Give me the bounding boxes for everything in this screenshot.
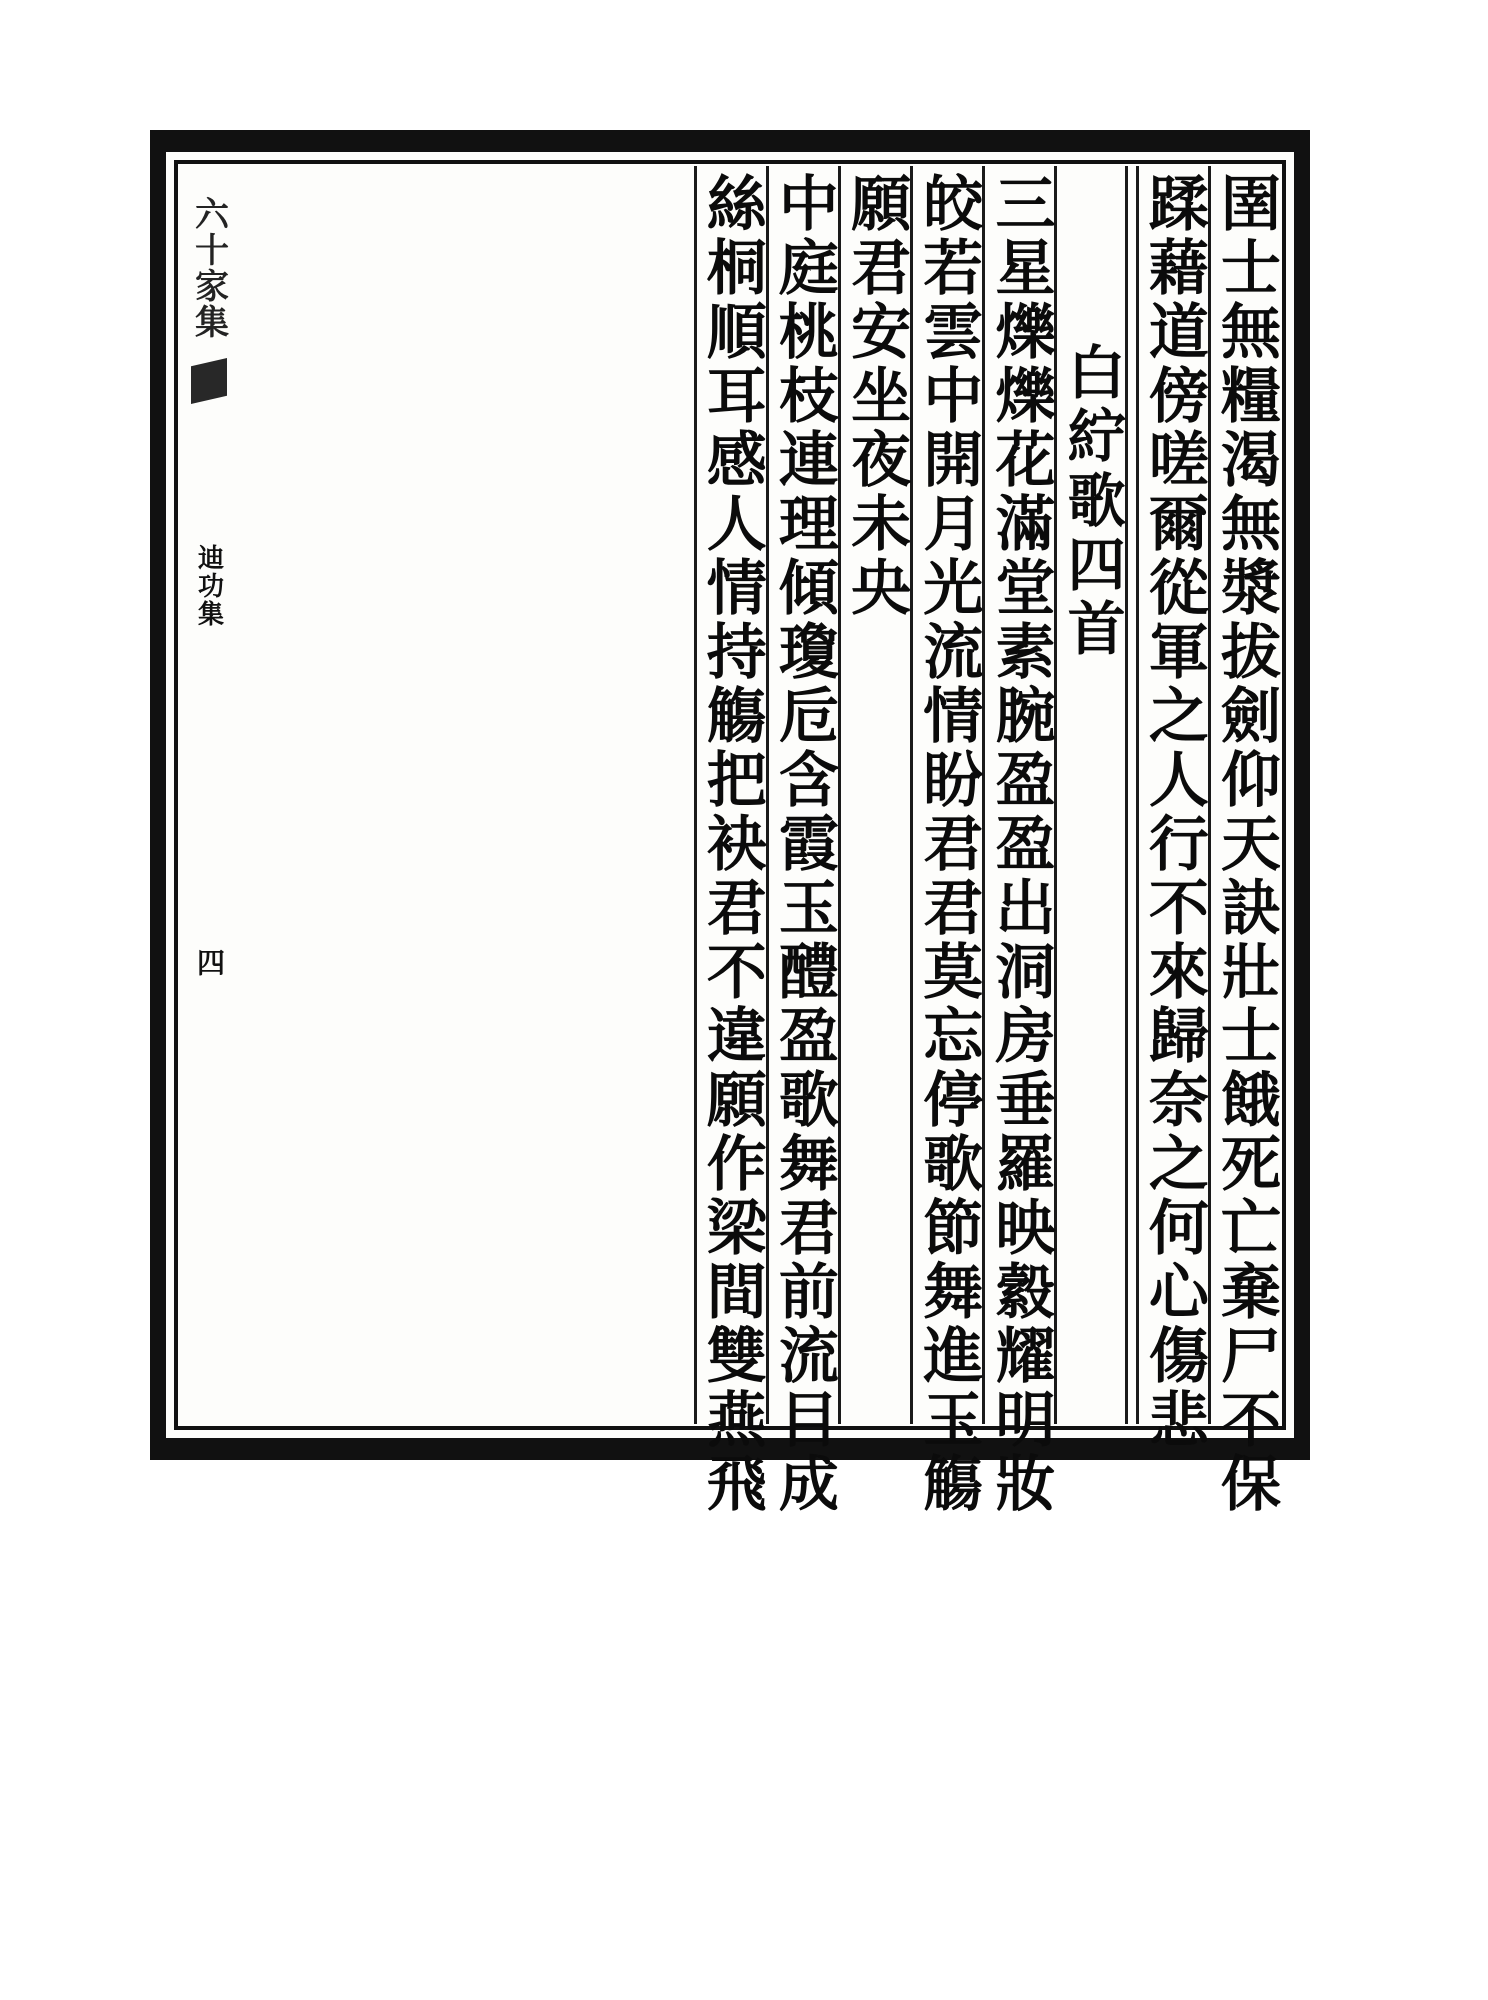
column-text: 蹂藉道傍嗟爾從軍之人行不來歸奈之何心傷悲 <box>1138 172 1209 1452</box>
text-column-7 <box>838 166 910 1424</box>
fish-tail-mark-icon <box>191 358 227 404</box>
centerfold-strip <box>178 166 240 1424</box>
column-text: 皎若雲中開月光流情盼君君莫忘停歌節舞進玉觴 <box>913 172 984 1516</box>
column-text: 中庭桃枝連理傾瓊卮含霞玉醴盈歌舞君前流目成 <box>768 172 839 1516</box>
poem-title: 白紵歌四首 <box>1057 342 1126 662</box>
poem-title-column <box>1054 166 1124 1424</box>
text-column-3-blank <box>1125 166 1136 1424</box>
column-text: 三星爍爍花滿堂素腕盈盈出洞房垂羅映縠耀明妝 <box>985 172 1056 1516</box>
column-text: 願君安坐夜未央 <box>841 172 912 620</box>
page-number: 四 <box>193 948 226 976</box>
text-column-8 <box>766 166 839 1516</box>
column-text: 絲桐順耳感人情持觴把袂君不違願作梁間雙燕飛 <box>696 172 767 1516</box>
text-column-6 <box>910 166 984 1516</box>
text-column-9 <box>694 166 767 1516</box>
centerfold-section-title: 迪功集 <box>193 544 224 628</box>
text-column-5 <box>982 166 1056 1516</box>
document-page <box>150 130 1310 1516</box>
centerfold-book-title: 六十家集 <box>188 196 229 340</box>
column-text: 圉士無糧渴無漿拔劍仰天訣壯士餓死亡棄尸不保 <box>1211 172 1281 1516</box>
text-column-1 <box>1208 166 1281 1516</box>
vertical-text-block <box>180 166 1281 1516</box>
text-column-2 <box>1136 166 1209 1452</box>
